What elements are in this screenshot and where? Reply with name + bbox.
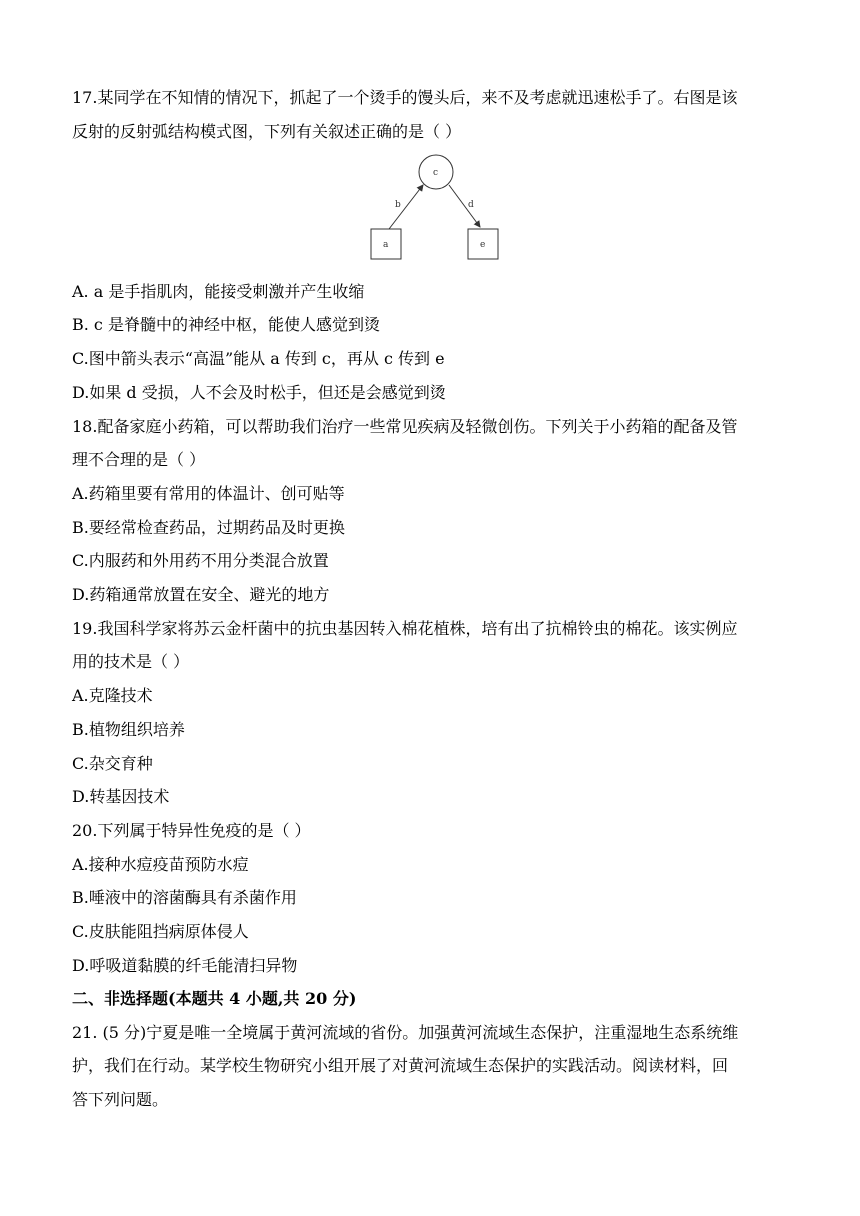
- q17-option-a: A. a 是手指肌肉，能接受刺激并产生收缩: [72, 282, 365, 301]
- arrow-b-label: b: [395, 200, 401, 210]
- arrow-d-label: d: [468, 200, 474, 210]
- q17-option-d: D.如果 d 受损，人不会及时松手，但还是会感觉到烫: [72, 383, 446, 402]
- q19-option-a: A.克隆技术: [72, 686, 153, 705]
- q19-option-b: B.植物组织培养: [72, 720, 185, 739]
- q19-stem-line1: 19.我国科学家将苏云金杆菌中的抗虫基因转入棉花植株，培有出了抗棉铃虫的棉花。该实例应: [72, 619, 738, 638]
- q18-option-a: A.药箱里要有常用的体温计、创可贴等: [72, 484, 345, 503]
- q20-option-d: D.呼吸道黏膜的纤毛能清扫异物: [72, 956, 298, 975]
- q20-stem: 20.下列属于特异性免疫的是（ ）: [72, 821, 311, 840]
- q21-line3: 答下列问题。: [72, 1090, 169, 1109]
- q19-option-c: C.杂交育种: [72, 754, 153, 773]
- q20-option-c: C.皮肤能阻挡病原体侵人: [72, 922, 249, 941]
- q18-option-d: D.药箱通常放置在安全、避光的地方: [72, 585, 330, 604]
- reflex-arc-diagram: [360, 152, 510, 264]
- arrow-d: [449, 185, 480, 227]
- node-e-label: e: [480, 240, 486, 250]
- q19-option-d: D.转基因技术: [72, 787, 170, 806]
- q20-option-a: A.接种水痘疫苗预防水痘: [72, 855, 249, 874]
- q19-stem-line2: 用的技术是（ ）: [72, 652, 190, 671]
- q18-option-b: B.要经常检查药品，过期药品及时更换: [72, 518, 345, 537]
- q21-line1: 21. (5 分)宁夏是唯一全境属于黄河流域的省份。加强黄河流域生态保护，注重湿地生态系统维: [72, 1023, 739, 1042]
- q21-line2: 护，我们在行动。某学校生物研究小组开展了对黄河流域生态保护的实践活动。阅读材料，回: [72, 1056, 729, 1075]
- q18-stem-line1: 18.配备家庭小药箱，可以帮助我们治疗一些常见疾病及轻微创伤。下列关于小药箱的配备及管: [72, 417, 738, 436]
- q20-option-b: B.唾液中的溶菌酶具有杀菌作用: [72, 888, 297, 907]
- q18-stem-line2: 理不合理的是（ ）: [72, 450, 206, 469]
- node-a-label: a: [383, 240, 389, 250]
- q17-option-c: C.图中箭头表示“高温”能从 a 传到 c，再从 c 传到 e: [72, 349, 445, 368]
- section2-heading: 二、非选择题(本题共 4 小题,共 20 分): [72, 989, 357, 1008]
- q18-option-c: C.内服药和外用药不用分类混合放置: [72, 551, 329, 570]
- q17-stem-line2: 反射的反射弧结构模式图，下列有关叙述正确的是（ ）: [72, 122, 462, 141]
- q17-option-b: B. c 是脊髓中的神经中枢，能使人感觉到烫: [72, 315, 380, 334]
- q17-stem-line1: 17.某同学在不知情的情况下，抓起了一个烫手的馒头后，来不及考虑就迅速松手了。右图是该: [72, 88, 738, 107]
- node-c-label: c: [433, 168, 439, 178]
